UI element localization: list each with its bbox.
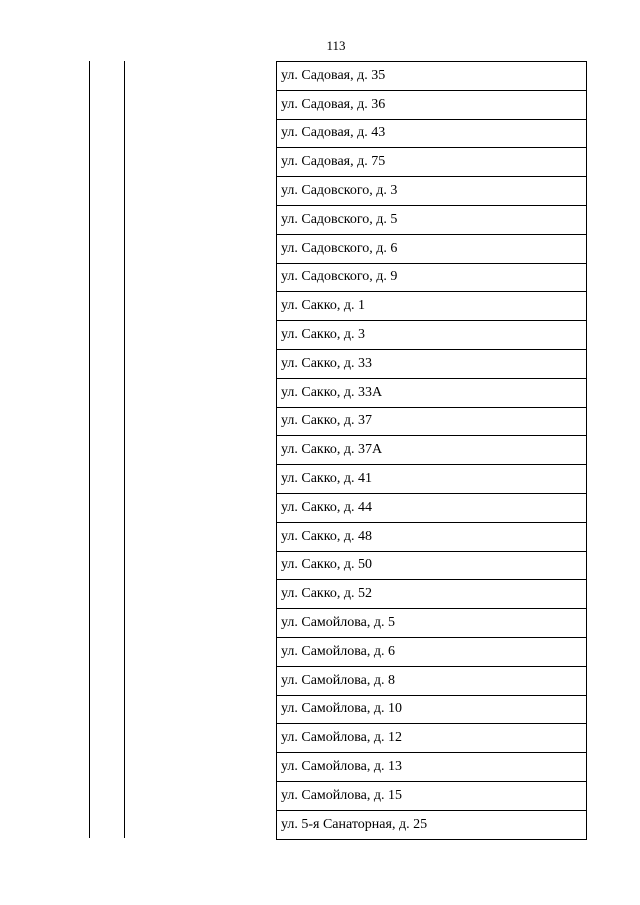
table-row	[277, 637, 587, 666]
address-cell: ул. Садовая, д. 43	[277, 119, 587, 148]
table-row	[277, 292, 587, 321]
table-row	[277, 465, 587, 494]
table-row	[277, 148, 587, 177]
address-cell: ул. Сакко, д. 33	[277, 349, 587, 378]
address-cell: ул. Садовая, д. 36	[277, 90, 587, 119]
address-cell: ул. Сакко, д. 3	[277, 321, 587, 350]
table-row	[277, 695, 587, 724]
address-cell: ул. Самойлова, д. 13	[277, 753, 587, 782]
address-cell: ул. Сакко, д. 50	[277, 551, 587, 580]
address-cell: ул. Садовая, д. 75	[277, 148, 587, 177]
table-row	[277, 349, 587, 378]
table-column-border-left	[89, 61, 90, 838]
table-row	[277, 580, 587, 609]
table-row	[277, 493, 587, 522]
table-row	[277, 753, 587, 782]
table-row	[277, 62, 587, 91]
table-row	[277, 522, 587, 551]
address-cell: ул. Сакко, д. 48	[277, 522, 587, 551]
address-cell: ул. Сакко, д. 44	[277, 493, 587, 522]
address-cell: ул. Садовского, д. 5	[277, 205, 587, 234]
address-cell: ул. Садовского, д. 9	[277, 263, 587, 292]
address-cell: ул. Самойлова, д. 15	[277, 781, 587, 810]
address-cell: ул. 5-я Санаторная, д. 25	[277, 810, 587, 839]
address-cell: ул. Сакко, д. 33А	[277, 378, 587, 407]
table-row	[277, 810, 587, 839]
table-row	[277, 781, 587, 810]
table-row	[277, 205, 587, 234]
table-column-border-middle	[124, 61, 125, 838]
address-cell: ул. Самойлова, д. 8	[277, 666, 587, 695]
table-row	[277, 407, 587, 436]
address-cell: ул. Садовая, д. 35	[277, 62, 587, 91]
table-row	[277, 263, 587, 292]
table-row	[277, 551, 587, 580]
table-row	[277, 378, 587, 407]
table-row	[277, 177, 587, 206]
address-cell: ул. Садовского, д. 3	[277, 177, 587, 206]
table-row	[277, 666, 587, 695]
address-cell: ул. Садовского, д. 6	[277, 234, 587, 263]
address-table	[276, 61, 587, 840]
address-cell: ул. Сакко, д. 52	[277, 580, 587, 609]
address-cell: ул. Сакко, д. 37А	[277, 436, 587, 465]
address-cell: ул. Самойлова, д. 10	[277, 695, 587, 724]
table-row	[277, 119, 587, 148]
address-cell: ул. Самойлова, д. 6	[277, 637, 587, 666]
address-cell: ул. Самойлова, д. 12	[277, 724, 587, 753]
address-cell: ул. Сакко, д. 37	[277, 407, 587, 436]
table-row	[277, 609, 587, 638]
address-cell: ул. Самойлова, д. 5	[277, 609, 587, 638]
address-cell: ул. Сакко, д. 1	[277, 292, 587, 321]
table-row	[277, 436, 587, 465]
table-row	[277, 321, 587, 350]
page-number: 113	[326, 38, 346, 53]
table-row	[277, 90, 587, 119]
table-row	[277, 234, 587, 263]
address-cell: ул. Сакко, д. 41	[277, 465, 587, 494]
table-row	[277, 724, 587, 753]
